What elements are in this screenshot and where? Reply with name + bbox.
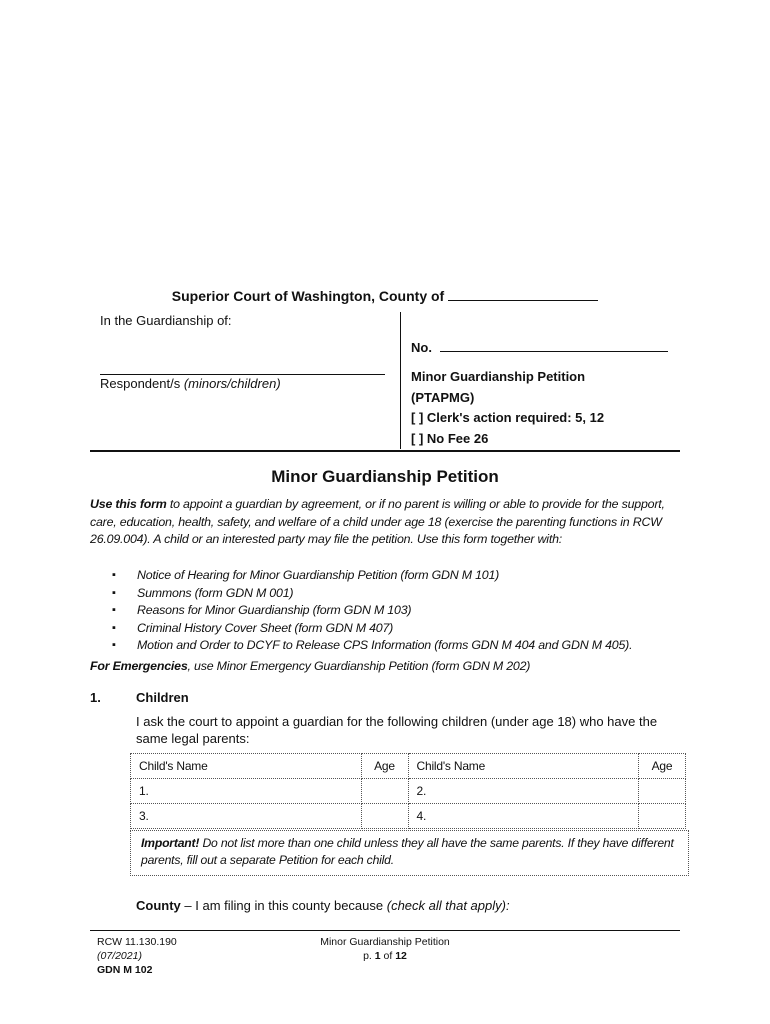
respondent-label: Respondent/s (minors/children) — [100, 376, 281, 391]
header-age: Age — [361, 754, 408, 779]
footer-rule — [90, 930, 680, 931]
section-1-title: Children — [136, 690, 189, 705]
table-row — [131, 804, 686, 829]
caption-petition-code: (PTAPMG) — [411, 389, 475, 405]
header-childs-name: Child's Name — [131, 754, 362, 779]
child-name-cell[interactable]: 1. — [131, 779, 362, 804]
footer-center — [260, 935, 510, 963]
footer-title: Minor Guardianship Petition — [320, 936, 450, 948]
case-number-blank-line — [440, 339, 668, 352]
child-age-cell[interactable] — [361, 804, 408, 829]
caption-right-block — [411, 367, 604, 449]
table-row — [131, 779, 686, 804]
footer-form-id: GDN M 102 — [97, 964, 153, 976]
child-age-cell[interactable] — [361, 779, 408, 804]
clerk-action-checkbox-line: [ ] Clerk's action required: 5, 12 — [411, 410, 605, 425]
no-fee-checkbox-line: [ ] No Fee 26 — [411, 430, 489, 446]
county-line: County – I am filing in this county because (check all that apply): — [136, 898, 510, 913]
section-1-text: I ask the court to appoint a guardian for the following children (under age 18) who have the same legal parents: — [136, 714, 658, 746]
child-name-cell[interactable]: 3. — [131, 804, 362, 829]
list-item: ▪ Notice of Hearing for Minor Guardianship Petition (form GDN M 101) — [112, 567, 632, 585]
respondent-name-line — [100, 374, 385, 375]
table-header-row — [131, 754, 686, 779]
county-blank-line — [448, 287, 598, 301]
header-childs-name: Child's Name — [408, 754, 639, 779]
case-number-field: No. — [411, 339, 668, 355]
child-age-cell[interactable] — [639, 779, 686, 804]
list-item: ▪ Motion and Order to DCYF to Release CPS Information (forms GDN M 404 and GDN M 405). — [112, 637, 632, 655]
caption-petition-title: Minor Guardianship Petition — [411, 369, 586, 384]
form-title: Minor Guardianship Petition — [271, 467, 499, 486]
court-title: Superior Court of Washington, County of — [0, 287, 770, 304]
related-forms-list — [112, 567, 632, 655]
list-item: ▪ Summons (form GDN M 001) — [112, 585, 632, 603]
child-name-cell[interactable]: 2. — [408, 779, 639, 804]
section-1-number: 1. — [90, 690, 101, 705]
emergency-note: For Emergencies, use Minor Emergency Guardianship Petition (form GDN M 202) — [90, 659, 531, 673]
footer-left — [97, 935, 177, 977]
header-age: Age — [639, 754, 686, 779]
list-item: ▪ Criminal History Cover Sheet (form GDN M 407) — [112, 620, 632, 638]
important-note: Important! Do not list more than one child unless they all have the same parents. If they have different parents, fill out a separate Petition for each child. — [130, 830, 689, 876]
child-name-cell[interactable]: 4. — [408, 804, 639, 829]
caption-divider — [400, 312, 401, 449]
footer-rcw: RCW 11.130.190 — [97, 936, 177, 948]
caption-bottom-rule — [90, 450, 680, 452]
in-the-guardianship-label: In the Guardianship of: — [100, 313, 232, 328]
footer-page-number: p. 1 of 12 — [363, 950, 407, 962]
list-item: ▪ Reasons for Minor Guardianship (form GDN M 103) — [112, 602, 632, 620]
footer-date: (07/2021) — [97, 950, 142, 962]
child-age-cell[interactable] — [639, 804, 686, 829]
children-table — [130, 753, 686, 829]
intro-paragraph: Use this form to appoint a guardian by agreement, or if no parent is willing or able to provide for the support, care, education, health, safety, and welfare of a child under age 18 (exercise the parenting functions in RCW 26.09.004). A child or an interested party may file the petition. Use this form together with: — [90, 497, 665, 546]
